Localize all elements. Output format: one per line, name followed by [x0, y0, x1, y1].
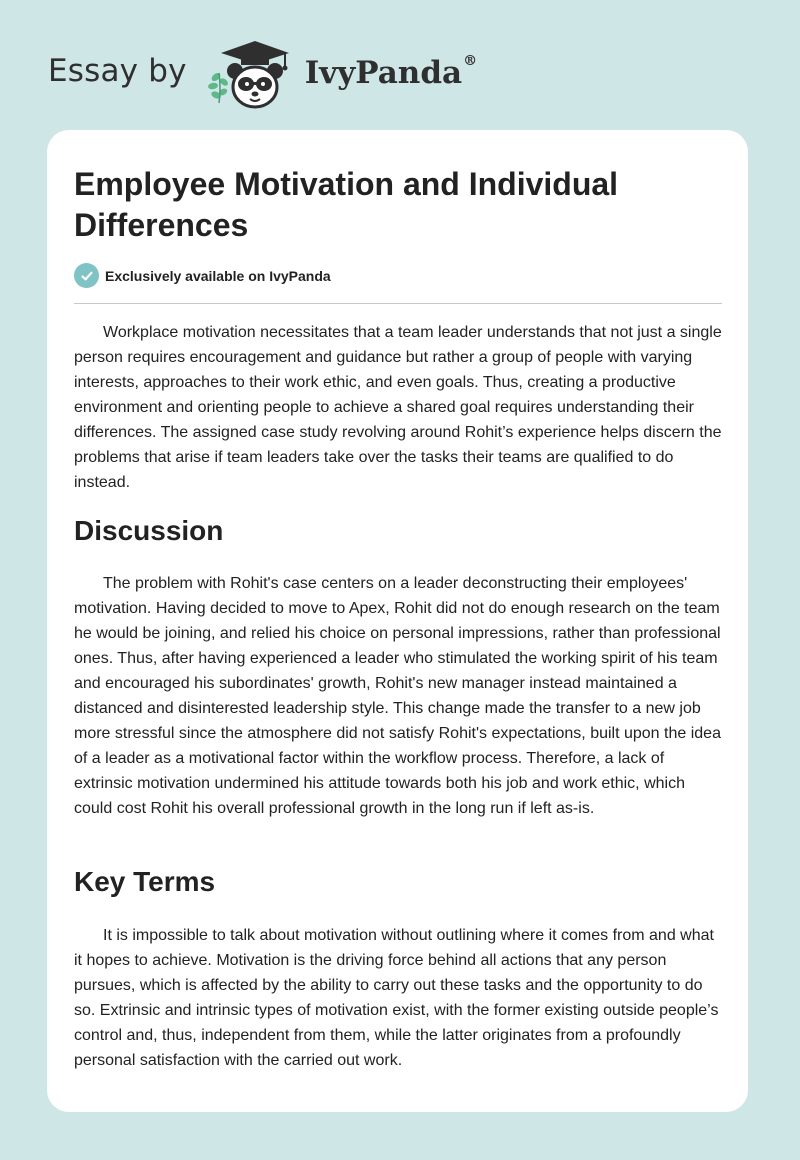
panda-graduate-icon — [205, 37, 299, 111]
section-heading-key-terms: Key Terms — [74, 866, 216, 897]
section-heading-discussion: Discussion — [74, 515, 224, 546]
site-header — [48, 34, 477, 114]
page-title: Employee Motivation and Individual Differences — [74, 166, 619, 243]
exclusive-label: Exclusively available on IvyPanda — [105, 267, 331, 284]
brand-name: IvyPanda® — [304, 53, 478, 91]
exclusive-badge — [74, 263, 331, 288]
essay-by-label: Essay by — [48, 53, 187, 89]
essay-card — [47, 130, 748, 1112]
key-terms-paragraph: It is impossible to talk about motivation without outlining where it comes from and what it hopes to achieve. Motivation is the driving force behind all actions that any person pursues, which is affected by the ability to carry out these tasks and the opportunity to do so. Extrinsic and intrinsic types of motivation exist, with the former existing outside people’s control and, thus, independent from them, while the latter originates from a profoundly personal satisfaction with the carried out work. — [74, 927, 719, 1069]
divider — [74, 303, 722, 304]
registered-mark: ® — [463, 53, 478, 69]
discussion-paragraph: The problem with Rohit's case centers on a leader deconstructing their employees' motivation. Having decided to move to Apex, Rohit did not do enough research on the team he would be joining, and relied his choice on personal impressions, rather than professional ones. Thus, after having experienced a leader who stimulated the working spirit of his team and encouraged his subordinates' growth, Rohit's new manager instead maintained a distanced and disinterested leadership style. This change made the transfer to a new job more stressful since the atmosphere did not satisfy Rohit's expectations, built upon the idea of a leader as a motivational factor within the workflow process. Therefore, a lack of extrinsic motivation undermined his attitude towards both his job and work ethic, which could cost Rohit his overall professional growth in the long run if left as-is. — [74, 575, 721, 817]
check-icon — [74, 263, 99, 288]
intro-paragraph: Workplace motivation necessitates that a team leader understands that not just a single person requires encouragement and guidance but rather a group of people with varying interests, approaches to their work ethic, and even goals. Thus, creating a productive environment and orienting people to achieve a shared goal requires understanding their differences. The assigned case study revolving around Rohit’s experience helps discern the problems that arise if team leaders take over the tasks their teams are qualified to do instead. — [74, 324, 722, 491]
